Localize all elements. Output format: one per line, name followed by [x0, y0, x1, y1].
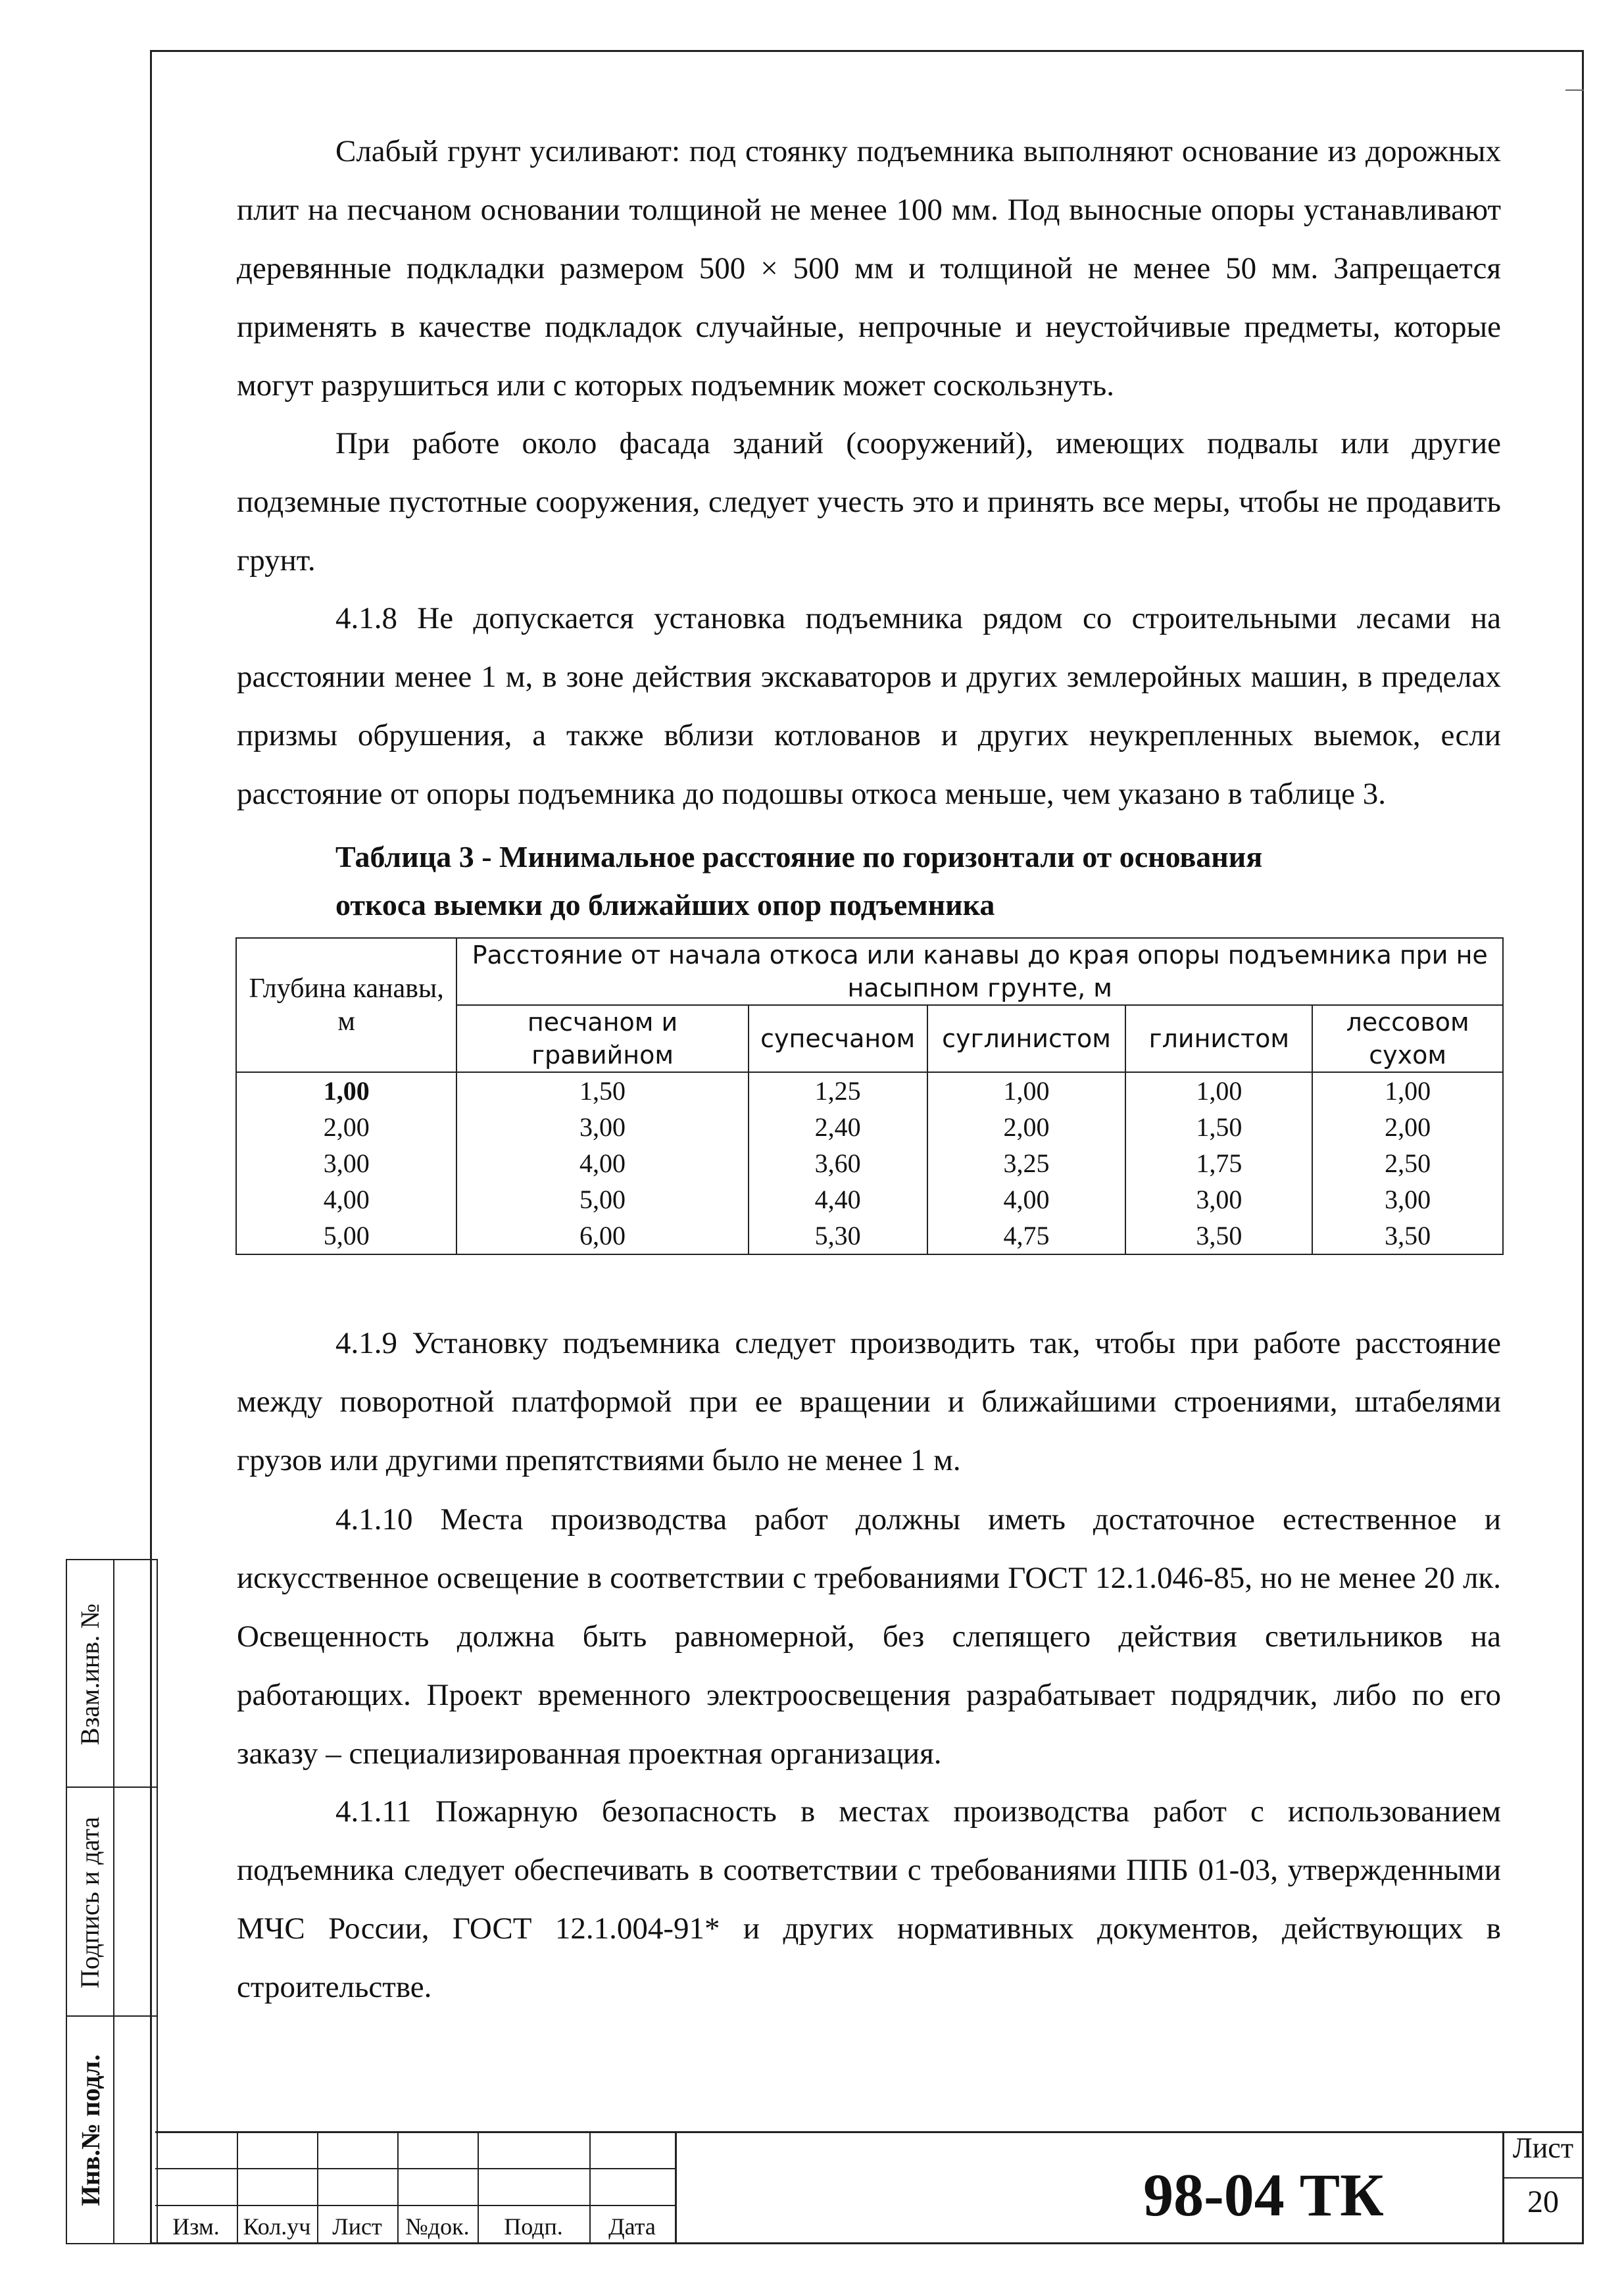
sheet-number: 20: [1527, 2184, 1559, 2219]
depth-cell: 5,00: [236, 1218, 456, 1254]
side-cell-inv-orig: [67, 2017, 157, 2243]
table-row: [236, 1181, 1503, 1218]
title-block-col-line: [675, 2131, 677, 2244]
table-cell: 4,75: [927, 1218, 1126, 1254]
col-doc-label: №док.: [405, 2213, 470, 2240]
table-cell: 6,00: [456, 1218, 748, 1254]
col-qty-label: Кол.уч: [243, 2213, 311, 2240]
table-cell: 1,50: [1125, 1109, 1312, 1145]
table-cell: 1,00: [927, 1072, 1126, 1109]
table-cell: 1,50: [456, 1072, 748, 1109]
table-cell: 3,00: [456, 1109, 748, 1145]
soil-header: лессовом сухом: [1312, 1005, 1503, 1072]
title-block: [155, 2131, 1584, 2244]
sheet-label: Лист: [1512, 2132, 1574, 2164]
inv-replace-label: Взам.инв. №: [75, 1603, 105, 1745]
table-row: [236, 1145, 1503, 1181]
table-cell: 1,00: [1312, 1072, 1503, 1109]
title-block-row-line: [155, 2205, 675, 2206]
table-row: [236, 1218, 1503, 1254]
depth-header: Глубина канавы, м: [236, 938, 456, 1072]
table-caption: [335, 833, 1454, 929]
table-cell: 2,00: [927, 1109, 1126, 1145]
soil-header: песчаном и гравийном: [456, 1005, 748, 1072]
table-cell: 3,50: [1312, 1218, 1503, 1254]
table-cell: 4,00: [927, 1181, 1126, 1218]
table-caption-line-1: Таблица 3 - Минимальное расстояние по горизонтали от основания: [335, 840, 1263, 874]
table-caption-line-2: откоса выемки до ближайших опор подъемника: [335, 888, 995, 922]
soil-header: глинистом: [1125, 1005, 1312, 1072]
table-cell: 1,25: [749, 1072, 927, 1109]
table-cell: 3,25: [927, 1145, 1126, 1181]
side-cell-inv-replace: [67, 1560, 157, 1788]
col-change-label: Изм.: [172, 2213, 220, 2240]
table-cell: 5,30: [749, 1218, 927, 1254]
inv-orig-label: Инв.№ подл.: [75, 2054, 105, 2206]
depth-cell: 1,00: [236, 1072, 456, 1109]
side-cell-sign-date: [67, 1788, 157, 2017]
paragraph-4-1-8: 4.1.8 Не допускается установка подъемника рядом со строительными лесами на расстоянии менее 1 м, в зоне действия экскаваторов и других землеройных машин, в пределах призмы обрушения, а также вблизи котлованов и других неукрепленных выемок, если расстояние от опоры подъемника до подошвы откоса меньше, чем указано в таблице 3.: [237, 601, 1501, 811]
table-cell: 3,60: [749, 1145, 927, 1181]
table-cell: 1,75: [1125, 1145, 1312, 1181]
side-stamp: [66, 1559, 158, 2244]
document-code: 98-04 ТК: [1143, 2161, 1384, 2229]
col-sign-label: Подп.: [504, 2213, 563, 2240]
title-block-top-line: [155, 2131, 1584, 2133]
depth-cell: 4,00: [236, 1181, 456, 1218]
table-row: [236, 1072, 1503, 1109]
sign-date-label: Подпись и дата: [75, 1816, 105, 1988]
table-cell: 5,00: [456, 1181, 748, 1218]
table-cell: 3,50: [1125, 1218, 1312, 1254]
paragraph-facade: При работе около фасада зданий (сооружений), имеющих подвалы или другие подземные пустотные сооружения, следует учесть это и принять все меры, чтобы не продавить грунт.: [237, 426, 1501, 578]
soil-header: супесчаном: [749, 1005, 927, 1072]
table-cell: 3,00: [1125, 1181, 1312, 1218]
title-block-row-line: [155, 2168, 675, 2169]
paragraph-4-1-10: 4.1.10 Места производства работ должны иметь достаточное естественное и искусственное освещение в соответствии с требованиями ГОСТ 12.1.046-85, но не менее 20 лк. Освещенность должна быть равномерной, без слепящего действия светильников на работающих. Проект временного электроосвещения разрабатывает подрядчик, либо по его заказу – специализированная проектная организация.: [237, 1502, 1501, 1771]
distance-group-header: Расстояние от начала откоса или канавы до края опоры подъемника при не насыпном грунте, м: [456, 938, 1503, 1005]
table-cell: 4,40: [749, 1181, 927, 1218]
table-row: [236, 1109, 1503, 1145]
table-cell: 1,00: [1125, 1072, 1312, 1109]
table-cell: 2,40: [749, 1109, 927, 1145]
paragraph-4-1-11: 4.1.11 Пожарную безопасность в местах производства работ с использованием подъемника следует обеспечивать в соответствии с требованиями ППБ 01-03, утвержденными МЧС России, ГОСТ 12.1.004-91* и других нормативных документов, действующих в строительстве.: [237, 1794, 1501, 2004]
setback-table: [235, 937, 1504, 1255]
table-cell: 2,50: [1312, 1145, 1503, 1181]
paragraph-weak-soil: Слабый грунт усиливают: под стоянку подъемника выполняют основание из дорожных плит на песчаном основании толщиной не менее 100 мм. Под выносные опоры устанавливают деревянные подкладки размером 500 × 500 мм и толщиной не менее 50 мм. Запрещается применять в качестве подкладок случайные, непрочные и неустойчивые предметы, которые могут разрушиться или с которых подъемник может соскользнуть.: [237, 134, 1501, 403]
table-cell: 4,00: [456, 1145, 748, 1181]
table-cell: 2,00: [1312, 1109, 1503, 1145]
depth-cell: 3,00: [236, 1145, 456, 1181]
paragraph-4-1-9: 4.1.9 Установку подъемника следует производить так, чтобы при работе расстояние между поворотной платформой при ее вращении и ближайшими строениями, штабелями грузов или другими препятствиями было не менее 1 м.: [237, 1326, 1501, 1477]
soil-header: суглинистом: [927, 1005, 1126, 1072]
table-cell: 3,00: [1312, 1181, 1503, 1218]
col-date-label: Дата: [608, 2213, 656, 2240]
frame-tick: [1565, 89, 1584, 91]
col-sheet-label: Лист: [332, 2213, 382, 2240]
depth-cell: 2,00: [236, 1109, 456, 1145]
